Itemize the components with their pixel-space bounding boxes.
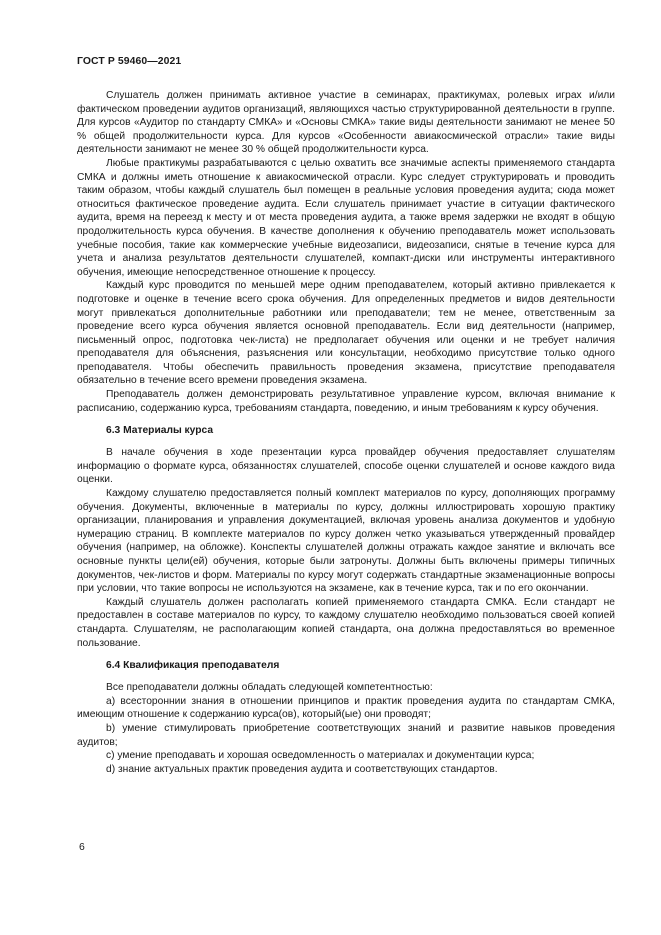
list-item: c) умение преподавать и хорошая осведомленность о материалах и документации курса; bbox=[106, 750, 535, 762]
section-heading-6-4: 6.4 Квалификация преподавателя bbox=[106, 660, 280, 672]
paragraph: Все преподаватели должны обладать следующей компетентностью: bbox=[106, 682, 433, 694]
paragraph: Любые практикумы разрабатываются с целью охватить все значимые аспекты применяемого стандарта СМКА и должны иметь отношение к авиакосмической отрасли. Курс следует структурировать и проводить таким образом, чтобы каждый слушатель был помещен в реальные условия проведения аудита; сюда может относиться фактическое проведение аудита. Если слушатель принимает участие в ситуации фактического аудита, время на переезд к месту и от места проведения аудита, а также время задержки не входят в общую продолжительность курса обучения. В качестве дополнения к обучению преподаватель может использовать учебные пособия, такие как коммерческие учебные видеозаписи, видеозаписи, снятые в течение курса для учета и анализа результатов деятельности слушателей, компакт-диски или инструменты интерактивного обучения, имеющие непосредственное отношение к процессу. bbox=[77, 157, 615, 278]
section-heading-6-3: 6.3 Материалы курса bbox=[106, 425, 214, 437]
paragraph: Каждый курс проводится по меньшей мере одним преподавателем, который активно привлекается к подготовке и оценке в течение всего срока обучения. Для определенных предметов и видов деятельности могут привлекаться дополнительные работники или преподаватели; тем не менее, ответственным за проведение всего курса обучения является основной преподаватель. Если вид деятельности (например, письменный опрос, подготовка чек-листа) не предполагает обучения или оценки и не требует наличия преподавателя для объяснения, разъяснения или консультации, необходимо присутствие только одного преподавателя. Чтобы обеспечить правильность проведения экзамена, присутствие преподавателя обязательно в течение всего времени проведения экзамена. bbox=[77, 280, 615, 387]
list-item: a) всестороннии знания в отношении принципов и практик проведения аудита по стандартам СМКА, имеющим отношение к содержанию курса(ов), который(ые) они проводят; bbox=[77, 695, 615, 721]
paragraph: Слушатель должен принимать активное участие в семинарах, практикумах, ролевых играх и/или фактическом проведении аудитов организаций, являющихся частью структурированной деятельности в группе. Для курсов «Аудитор по стандарту СМКА» и «Основы СМКА» такие виды деятельности занимают не менее 50 % общей продолжительности курса. Для курсов «Особенности авиакосмической отрасли» такие виды деятельности занимают не менее 30 % общей продолжительности курса. bbox=[77, 90, 615, 156]
page-number: 6 bbox=[79, 842, 85, 853]
paragraph: Каждому слушателю предоставляется полный комплект материалов по курсу, дополняющих программу обучения. Документы, включенные в материалы по курсу, должны иллюстрировать хорошую практику организации, планирования и управления документацией, включая уровень анализа документов и удобную нумерацию страниц. В комплекте материалов по курсу должен четко указываться утвержденный провайдер обучения (например, на обложке). Конспекты слушателей должны отражать каждое занятие и включать все основные пункты цели(ей) обучения, которые были затронуты. Должны быть включены примеры типичных документов, чек-листов и форм. Материалы по курсу могут содержать стандартные экзаменационные вопросы при условии, что такие вопросы не используются на экзамене, как в течение курса, так и по его окончании. bbox=[77, 488, 615, 595]
paragraph: Преподаватель должен демонстрировать результативное управление курсом, включая внимание к расписанию, содержанию курса, требованиям стандарта, поведению, и иным требованиям к курсу обучения. bbox=[77, 389, 615, 414]
document-header: ГОСТ Р 59460—2021 bbox=[77, 56, 182, 67]
paragraph: Каждый слушатель должен располагать копией применяемого стандарта СМКА. Если стандарт не предоставлен в составе материалов по курсу, то каждому слушателю необходимо пользоваться своей копией стандарта. Слушателям, не располагающим копией стандарта, она должна предоставляться во временное пользование. bbox=[77, 596, 615, 649]
paragraph: В начале обучения в ходе презентации курса провайдер обучения предоставляет слушателям информацию о формате курса, обязанностях слушателей, способе оценки слушателей и основе каждого вида оценки. bbox=[77, 447, 615, 486]
list-item: d) знание актуальных практик проведения аудита и соответствующих стандартов. bbox=[106, 763, 498, 775]
competence-list bbox=[77, 695, 615, 777]
list-item: b) умение стимулировать приобретение соответствующих знаний и развитие навыков проведения аудитов; bbox=[77, 722, 615, 748]
document-page bbox=[77, 56, 615, 776]
